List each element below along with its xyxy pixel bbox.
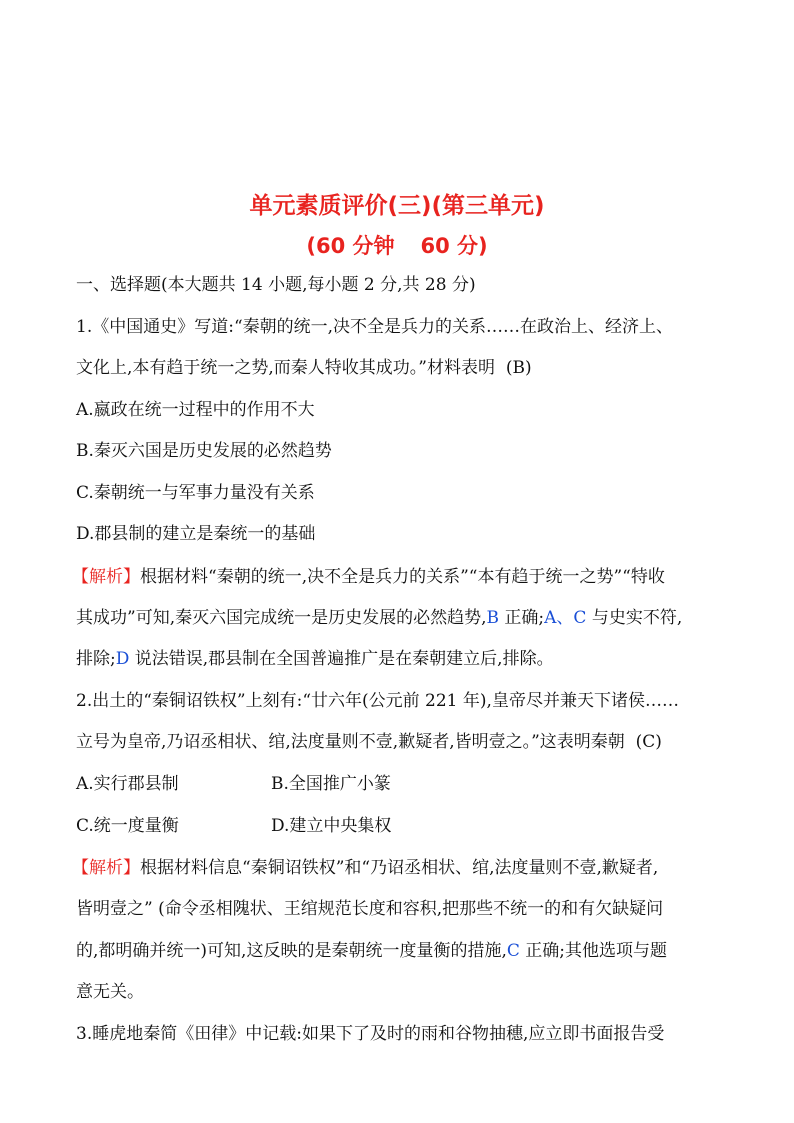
q2-answer: (C)	[635, 732, 662, 752]
q1-option-c: C.秦朝统一与军事力量没有关系	[76, 483, 315, 503]
q1-option-b: B.秦灭六国是历史发展的必然趋势	[76, 441, 332, 461]
q1-analysis-text-3b: 说法错误,郡县制在全国普遍推广是在秦朝建立后,排除。	[129, 649, 554, 669]
q1-option-a: A.嬴政在统一过程中的作用不大	[76, 400, 315, 420]
q1-analysis-b: B	[486, 608, 499, 628]
q2-option-row-1	[76, 773, 179, 795]
q2-analysis-c: C	[506, 941, 520, 961]
q2-option-d: D.建立中央集权	[271, 816, 392, 836]
exam-score: 60 分)	[420, 234, 488, 258]
q2-analysis-line-3	[76, 940, 667, 962]
q2-analysis-text-3b: 正确;其他选项与题	[519, 941, 667, 961]
q2-analysis-text-1: 根据材料信息“秦铜诏铁权”和“乃诏丞相状、绾,法度量则不壹,歉疑者,	[140, 858, 659, 878]
q2-option-row-2	[76, 815, 179, 837]
q1-stem-text: 文化上,本有趋于统一之势,而秦人特收其成功。”材料表明	[76, 358, 495, 378]
q1-analysis-label: 【解析】	[72, 567, 140, 587]
q2-stem-line-1: 2.出土的“秦铜诏铁权”上刻有:“廿六年(公元前 221 年),皇帝尽并兼天下诸侯……	[76, 691, 679, 711]
q2-option-a: A.实行郡县制	[76, 774, 179, 794]
q2-analysis-label: 【解析】	[72, 858, 140, 878]
q2-analysis-line-2: 皆明壹之” (命令丞相隗状、王绾规范长度和容积,把那些不统一的和有欠缺疑问	[76, 899, 664, 919]
q3-stem-line-1: 3.睡虎地秦简《田律》中记载:如果下了及时的雨和谷物抽穗,应立即书面报告受	[76, 1024, 665, 1044]
q2-stem-text: 立号为皇帝,乃诏丞相状、绾,法度量则不壹,歉疑者,皆明壹之。”这表明秦朝	[76, 732, 625, 752]
q1-answer: (B)	[505, 358, 532, 378]
exam-duration-score	[0, 230, 794, 260]
q1-analysis-text-2b: 正确;	[499, 608, 545, 628]
q2-analysis-line-1	[72, 857, 658, 879]
page-title: 单元素质评价(三)(第三单元)	[249, 193, 545, 219]
q1-analysis-text-2c: 与史实不符,	[586, 608, 683, 628]
q1-stem-line-2	[76, 357, 532, 379]
q1-analysis-text-2a: 其成功”可知,秦灭六国完成统一是历史发展的必然趋势,	[76, 608, 487, 628]
q1-analysis-line-2	[76, 607, 682, 629]
q2-option-c: C.统一度量衡	[76, 816, 179, 836]
section-heading: 一、选择题(本大题共 14 小题,每小题 2 分,共 28 分)	[76, 275, 476, 295]
q1-stem-line-1: 1.《中国通史》写道:“秦朝的统一,决不全是兵力的关系……在政治上、经济上、	[76, 317, 674, 337]
q2-option-b: B.全国推广小篆	[271, 774, 391, 794]
q1-analysis-line-1	[72, 566, 665, 588]
q2-analysis-text-3a: 的,都明确并统一)可知,这反映的是秦朝统一度量衡的措施,	[76, 941, 507, 961]
q2-stem-line-2	[76, 731, 662, 753]
q1-analysis-line-3	[76, 648, 554, 670]
q1-analysis-text-3a: 排除;	[76, 649, 116, 669]
q1-analysis-ac: A、C	[544, 608, 587, 628]
q2-analysis-line-4: 意无关。	[76, 982, 144, 1002]
exam-duration: (60 分钟	[306, 234, 395, 258]
q1-analysis-text-1: 根据材料“秦朝的统一,决不全是兵力的关系”“本有趋于统一之势”“特收	[140, 567, 665, 587]
q1-option-d: D.郡县制的建立是秦统一的基础	[76, 524, 316, 544]
q1-analysis-d: D	[115, 649, 130, 669]
